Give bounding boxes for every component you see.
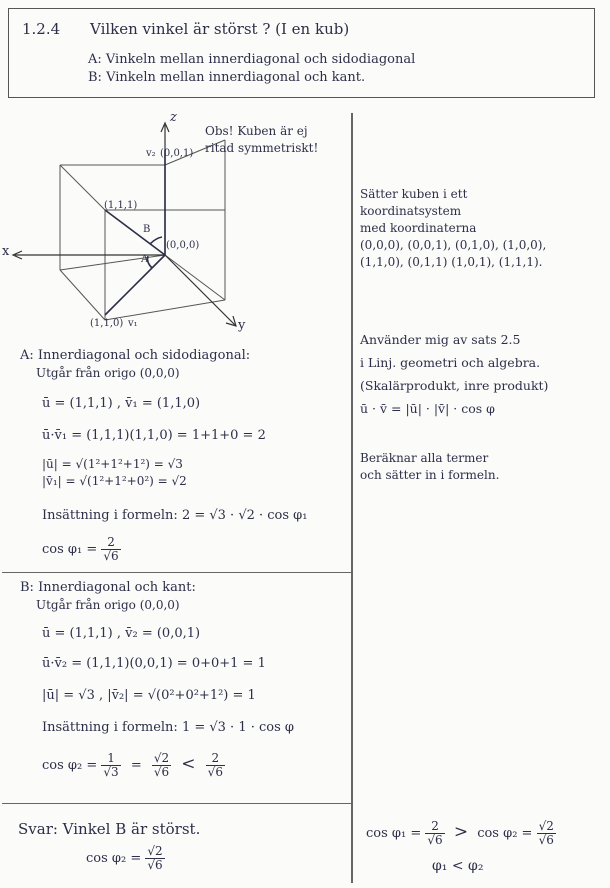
axis-x-label: x (2, 244, 10, 259)
numerator: 2 (206, 752, 225, 766)
denominator: √6 (427, 833, 443, 848)
point-000: (0,0,0) (166, 240, 200, 251)
answer-label: Svar: Vinkel B är störst. (18, 820, 201, 838)
answer-cos (86, 845, 165, 872)
point-111: (1,1,1) (104, 200, 138, 211)
part-a-title: A: Innerdiagonal och sidodiagonal: (20, 348, 251, 363)
comparison-lhs: cos φ₁ = (366, 826, 422, 842)
method-line: i Linj. geometri och algebra. (360, 355, 541, 370)
part-b-fraction-3 (206, 752, 225, 779)
numerator: √2 (538, 819, 554, 833)
numerator: 2 (101, 536, 120, 550)
option-b: B: Vinkeln mellan innerdiagonal och kant. (88, 70, 366, 85)
part-a-origin: Utgår från origo (0,0,0) (36, 366, 180, 380)
part-a-dot: ū·v̄₁ = (1,1,1)(1,1,0) = 1+1+0 = 2 (42, 428, 266, 443)
denominator: √6 (207, 765, 223, 780)
less-than-sign: < (181, 754, 196, 775)
comparison-mid: cos φ₂ = (477, 826, 533, 842)
part-b-vectors: ū = (1,1,1) , v̄₂ = (0,0,1) (42, 626, 201, 641)
option-a: A: Vinkeln mellan innerdiagonal och sidodiagonal (88, 52, 416, 67)
part-b-origin: Utgår från origo (0,0,0) (36, 598, 180, 612)
denominator: √6 (538, 833, 554, 848)
part-a-vectors: ū = (1,1,1) , v̄₁ = (1,1,0) (42, 396, 201, 411)
numerator: 1 (101, 752, 120, 766)
denominator: √3 (103, 765, 119, 780)
problem-number: 1.2.4 (22, 20, 61, 38)
coord-line: med koordinaterna (360, 221, 477, 235)
coord-line: koordinatsystem (360, 204, 462, 218)
part-a-fraction (101, 536, 120, 563)
part-b-cos (42, 752, 225, 779)
axis-z-label: z (170, 110, 177, 125)
denominator: √6 (103, 549, 119, 564)
question-text: Vilken vinkel är störst ? (I en kub) (90, 20, 350, 38)
figure-note-line2: ritad symmetriskt! (205, 141, 319, 155)
method-notes (360, 328, 548, 420)
part-a-norm-v: |v̄₁| = √(1²+1²+0²) = √2 (42, 474, 187, 488)
comparison-fraction-1 (425, 820, 444, 847)
comparison-result: φ₁ < φ₂ (432, 858, 484, 874)
coord-notes (360, 186, 546, 271)
coord-line: (0,0,0), (0,0,1), (0,1,0), (1,0,0), (360, 238, 547, 252)
calc-line: och sätter in i formeln. (360, 468, 500, 482)
divider-b-answer (2, 803, 352, 804)
comparison-fraction-2 (537, 820, 556, 847)
axis-y-label: y (238, 318, 246, 333)
coord-line: Sätter kuben i ett (360, 187, 468, 201)
equals-sign: = (130, 758, 142, 774)
point-001: (0,0,1) (160, 148, 194, 159)
calc-line: Beräknar alla termer (360, 451, 489, 465)
comparison-line (366, 820, 556, 847)
denominator: √6 (147, 858, 163, 873)
part-b-norms: |ū| = √3 , |v̄₂| = √(0²+0²+1²) = 1 (42, 688, 256, 703)
method-line: ū · v̄ = |ū| · |v̄| · cos φ (360, 401, 495, 416)
column-divider (351, 113, 353, 883)
part-b-insert: Insättning i formeln: 1 = √3 · 1 · cos φ (42, 720, 295, 735)
figure-note-line1: Obs! Kuben är ej (205, 124, 308, 138)
part-a-insert: Insättning i formeln: 2 = √3 · √2 · cos φ₁ (42, 508, 308, 523)
calc-notes (360, 450, 499, 484)
method-line: (Skalärprodukt, inre produkt) (360, 378, 549, 393)
greater-than-sign: > (453, 822, 469, 843)
answer-fraction (145, 845, 164, 872)
part-a-cos-lhs: cos φ₁ = (42, 542, 98, 558)
point-110: (1,1,0) (90, 318, 124, 329)
angle-b-label: B (143, 224, 151, 235)
numerator: √2 (147, 844, 163, 858)
part-b-dot: ū·v̄₂ = (1,1,1)(0,0,1) = 0+0+1 = 1 (42, 656, 266, 671)
v1-label: v₁ (128, 318, 138, 329)
part-b-fraction-1 (101, 752, 120, 779)
part-a-norm-u: |ū| = √(1²+1²+1²) = √3 (42, 457, 183, 471)
divider-a-b (2, 572, 351, 573)
part-a-cos (42, 536, 121, 563)
denominator: √6 (153, 765, 170, 780)
v2-label: v₂ (146, 148, 156, 159)
answer-cos-lhs: cos φ₂ = (86, 851, 142, 867)
angle-a-label: A (141, 254, 149, 265)
numerator: √2 (153, 751, 170, 765)
part-b-fraction-2 (152, 752, 171, 779)
numerator: 2 (425, 820, 444, 834)
coord-line: (1,1,0), (0,1,1) (1,0,1), (1,1,1). (360, 255, 543, 269)
part-b-cos-lhs: cos φ₂ = (42, 758, 98, 774)
part-b-title: B: Innerdiagonal och kant: (20, 580, 196, 595)
method-line: Använder mig av sats 2.5 (360, 332, 521, 347)
